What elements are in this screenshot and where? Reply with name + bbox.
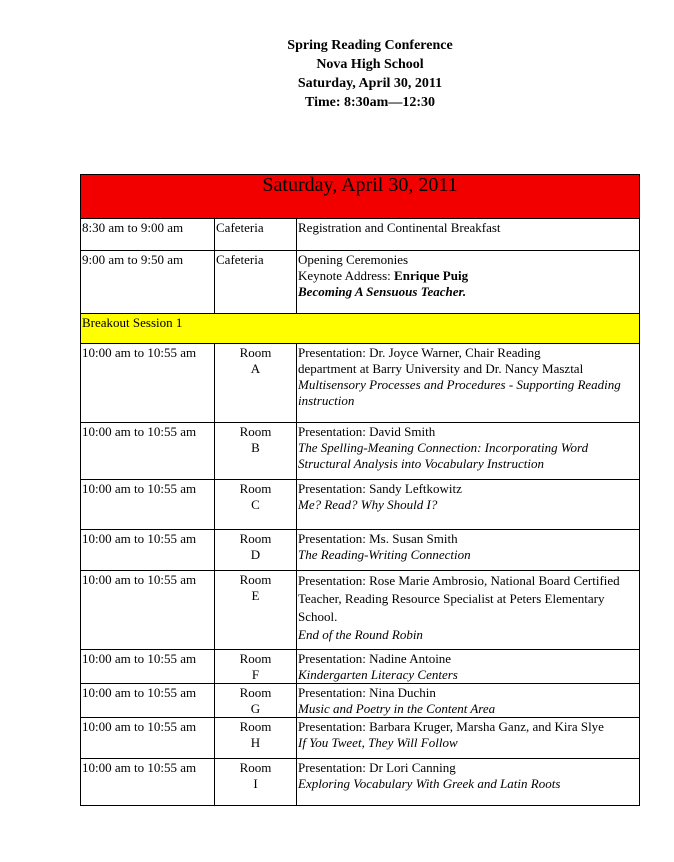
description-cell [297, 423, 640, 480]
presentation-title: If You Tweet, They Will Follow [298, 735, 458, 750]
table-row [81, 219, 640, 251]
date-banner-row [81, 175, 640, 219]
presentation-title: The Spelling-Meaning Connection: Incorporating Word Structural Analysis into Vocabulary Instruction [298, 440, 589, 471]
keynote-line [298, 268, 638, 284]
description-cell [297, 344, 640, 423]
room-label: Room [239, 760, 272, 775]
presentation-title: The Reading-Writing Connection [298, 547, 471, 562]
keynote-title: Becoming A Sensuous Teacher. [298, 284, 467, 299]
room-letter: D [250, 547, 261, 562]
event-name: Opening Ceremonies [298, 252, 409, 267]
room-label: Room [239, 531, 272, 546]
table-row [81, 530, 640, 571]
description-cell [297, 571, 640, 650]
presenter: Presentation: Ms. Susan Smith [298, 531, 458, 546]
presenter: Presentation: Sandy Leftkowitz [298, 481, 462, 496]
time-cell: 10:00 am to 10:55 am [81, 530, 215, 571]
room-cell [215, 480, 297, 530]
description-cell [297, 650, 640, 684]
document-header [0, 36, 674, 112]
session-label: Breakout Session 1 [81, 314, 640, 344]
description-cell [297, 759, 640, 806]
table-row [81, 571, 640, 650]
presenter: Presentation: Nadine Antoine [298, 651, 452, 666]
time-cell: 10:00 am to 10:55 am [81, 718, 215, 759]
room-cell [215, 423, 297, 480]
presentation-title: Kindergarten Literacy Centers [298, 667, 458, 682]
room-label: Room [239, 651, 272, 666]
location-cell: Cafeteria [215, 219, 297, 251]
room-label: Room [239, 572, 272, 587]
table-row [81, 480, 640, 530]
room-letter: A [250, 361, 261, 376]
presenter: Presentation: Dr Lori Canning [298, 760, 456, 775]
time-cell: 10:00 am to 10:55 am [81, 650, 215, 684]
table-row [81, 423, 640, 480]
description-cell [297, 530, 640, 571]
presentation-title: Music and Poetry in the Content Area [298, 701, 496, 716]
presenter-detail: department at Barry University and Dr. Nancy Masztal [298, 361, 584, 376]
presentation-title: End of the Round Robin [298, 627, 423, 642]
table-row [81, 759, 640, 806]
room-cell [215, 571, 297, 650]
session-row [81, 314, 640, 344]
room-letter: B [251, 440, 260, 455]
room-cell [215, 684, 297, 718]
table-row [81, 684, 640, 718]
presenter: Presentation: Barbara Kruger, Marsha Ganz, and Kira Slye [298, 719, 604, 734]
conference-date: Saturday, April 30, 2011 [297, 76, 443, 91]
room-label: Room [239, 481, 272, 496]
time-cell: 10:00 am to 10:55 am [81, 480, 215, 530]
room-letter: F [251, 667, 260, 682]
presenter: Presentation: Dr. Joyce Warner, Chair Reading [298, 345, 541, 360]
time-cell: 10:00 am to 10:55 am [81, 759, 215, 806]
time-cell: 10:00 am to 10:55 am [81, 571, 215, 650]
room-letter: C [251, 497, 260, 512]
school-name: Nova High School [316, 57, 424, 72]
table-row [81, 251, 640, 314]
schedule-table [80, 174, 640, 806]
description-cell [297, 684, 640, 718]
presenter: Presentation: David Smith [298, 424, 436, 439]
room-cell [215, 759, 297, 806]
time-cell: 10:00 am to 10:55 am [81, 344, 215, 423]
conference-time: Time: 8:30am—12:30 [305, 95, 435, 110]
description-cell [297, 718, 640, 759]
presenter: Presentation: Rose Marie Ambrosio, National Board Certified Teacher, Reading Resource Specialist at Peters Elementary School. [298, 573, 620, 624]
keynote-label: Keynote Address: [298, 268, 395, 283]
time-cell: 10:00 am to 10:55 am [81, 684, 215, 718]
description-cell: Registration and Continental Breakfast [297, 219, 640, 251]
room-cell [215, 718, 297, 759]
presentation-title: Exploring Vocabulary With Greek and Latin Roots [298, 776, 561, 791]
room-letter: G [250, 701, 261, 716]
presenter: Presentation: Nina Duchin [298, 685, 436, 700]
date-banner: Saturday, April 30, 2011 [81, 175, 640, 219]
room-letter: I [253, 776, 258, 791]
room-label: Room [239, 345, 272, 360]
conference-title: Spring Reading Conference [287, 38, 453, 53]
room-letter: H [250, 735, 261, 750]
room-cell [215, 530, 297, 571]
room-label: Room [239, 685, 272, 700]
presentation-title: Multisensory Processes and Procedures - Supporting Reading instruction [298, 377, 621, 408]
room-label: Room [239, 424, 272, 439]
location-cell: Cafeteria [215, 251, 297, 314]
description-cell [297, 480, 640, 530]
room-letter: E [251, 588, 260, 603]
time-cell: 8:30 am to 9:00 am [81, 219, 215, 251]
table-row [81, 344, 640, 423]
room-cell [215, 650, 297, 684]
room-label: Room [239, 719, 272, 734]
time-cell: 10:00 am to 10:55 am [81, 423, 215, 480]
description-cell [297, 251, 640, 314]
table-row [81, 650, 640, 684]
keynote-speaker: Enrique Puig [394, 268, 469, 283]
room-cell [215, 344, 297, 423]
time-cell: 9:00 am to 9:50 am [81, 251, 215, 314]
table-row [81, 718, 640, 759]
presentation-title: Me? Read? Why Should I? [298, 497, 438, 512]
